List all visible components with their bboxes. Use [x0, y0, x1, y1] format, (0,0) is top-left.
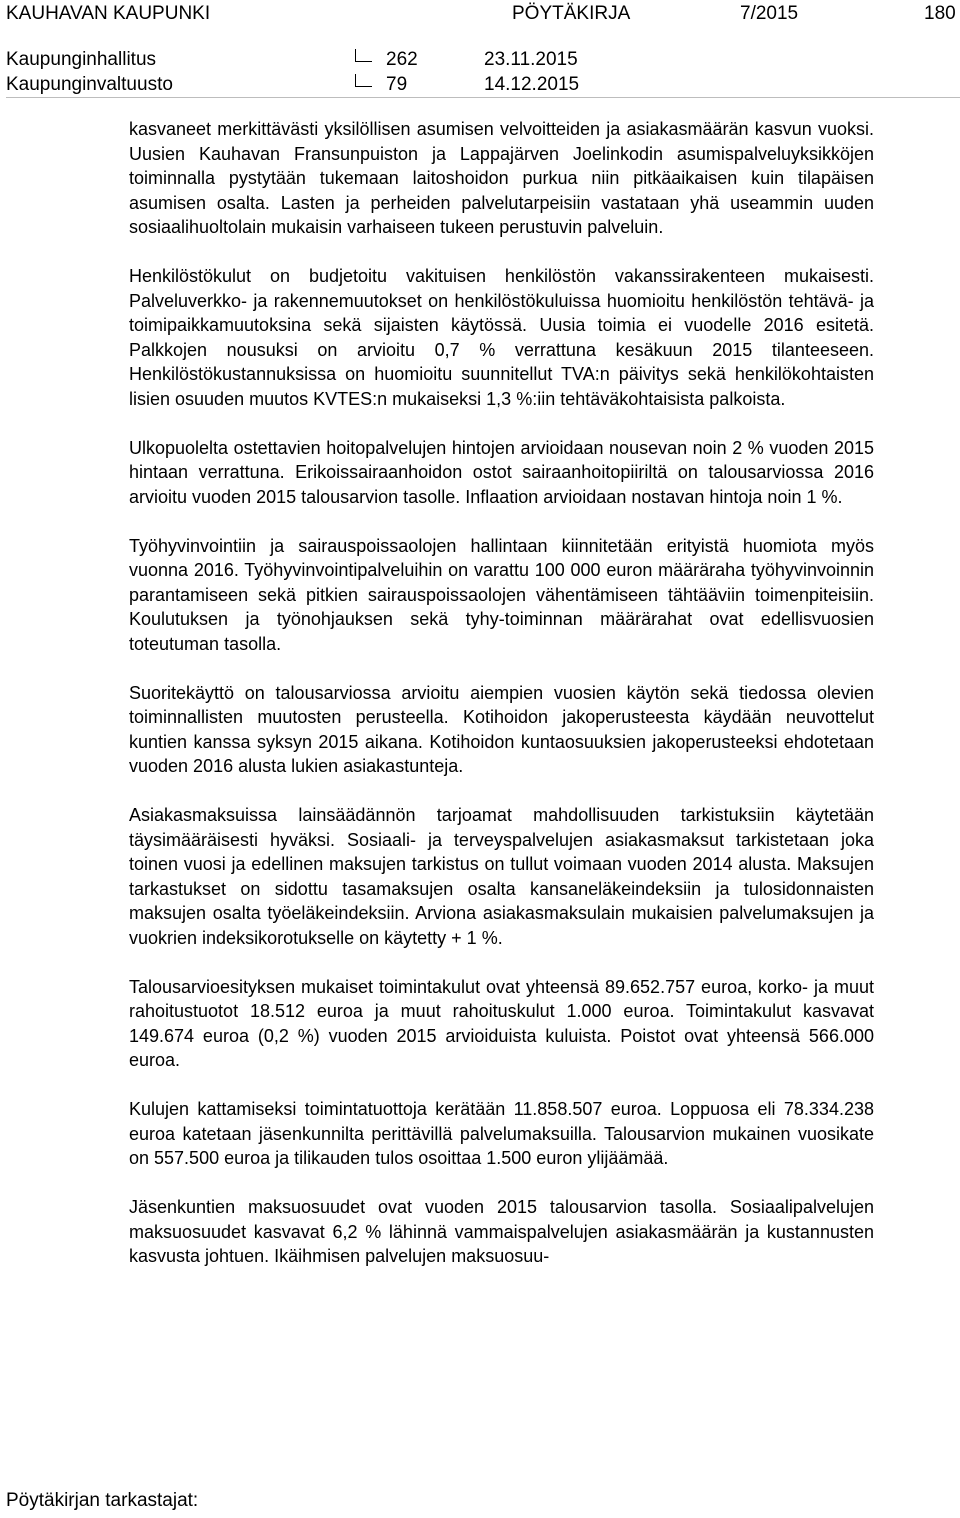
- document-type: PÖYTÄKIRJA: [512, 3, 631, 24]
- paragraph: Kulujen kattamiseksi toimintatuottoja kerätään 11.858.507 euroa. Loppuosa eli 78.334.238 euroa katetaan jäsenkunnilta perittävillä palvelumaksuilla. Talousarvion mukainen vuosikate on 557.500 euroa ja tilikauden tulos osoittaa 1.500 euron ylijäämää.: [129, 1099, 874, 1168]
- meeting-body: Kaupunginvaltuusto: [6, 74, 173, 95]
- paragraph: Henkilöstökulut on budjetoitu vakituisen henkilöstön vakanssirakenteen mukaisesti. Palveluverkko- ja rakennemuutokset on henkilöstökuluissa huomioitu henkilöstön tehtävä- ja toimipaikkamuutoksina sekä sijaisten käytössä. Uusia toimia ei vuodelle 2016 esitetä. Palkkojen nousuksi on arvioitu 0,7 % verrattuna kesäkuun 2015 tilanteeseen. Henkilöstökustannuksissa on huomioitu suunnitellut TVA:n päivitys sekä henkilökohtaisten lisien osuuden muutos KVTES:n mukaiseksi 1,3 %:iin tehtäväkohtaisista palkoista.: [129, 266, 874, 409]
- section-mark-icon: [355, 49, 372, 62]
- document-number: 7/2015: [740, 3, 799, 24]
- paragraph: kasvaneet merkittävästi yksilöllisen asumisen velvoitteiden ja asiakasmäärän kasvun vuoksi. Uusien Kauhavan Fransunpuiston ja Lappajärven Joelinkodin asumispalveluyksikköjen toiminnalla pystytään tukemaan laitoshoidon purkua niin pitkäaikaisen kuin tilapäisen asumisen osalta. Lasten ja perheiden palvelutarpeisiin vastataan yhä useammin uuden sosiaalihuoltolain mukaisin varhaiseen tukeen perustuvin palveluin.: [129, 119, 874, 237]
- reviewers-label: Pöytäkirjan tarkastajat:: [6, 1490, 199, 1511]
- document-header: [6, 3, 956, 27]
- meeting-date: 23.11.2015: [484, 49, 578, 70]
- header-divider: [6, 97, 960, 98]
- meeting-row: [6, 74, 956, 98]
- page-number: 180: [924, 3, 956, 24]
- meeting-row: [6, 49, 956, 73]
- paragraph: Ulkopuolelta ostettavien hoitopalvelujen hintojen arvioidaan nousevan noin 2 % vuoden 2015 hintaan verrattuna. Erikoissairaanhoidon ostot sairaanhoitopiiriltä on talousarviossa 2016 arvioitu vuoden 2015 talousarvion tasolle. Inflaation arvioidaan nostavan hintoja noin 1 %.: [129, 437, 874, 507]
- meeting-body: Kaupunginhallitus: [6, 49, 157, 70]
- paragraph: Työhyvinvointiin ja sairauspoissaolojen hallintaan kiinnitetään erityistä huomiota myös vuonna 2016. Työhyvinvointipalveluihin on varattu 100 000 euron määräraha työhyvinvoinnin parantamiseen sekä pitkien sairauspoissaolojen vähentämiseen tähtääviin toimenpiteisiin. Koulutuksen ja työnohjauksen sekä tyhy-toiminnan määrärahat ovat edellisvuosien toteutuman tasolla.: [129, 535, 874, 654]
- document-body: [129, 117, 874, 1293]
- meeting-date: 14.12.2015: [484, 74, 580, 95]
- paragraph: Jäsenkuntien maksuosuudet ovat vuoden 2015 talousarvion tasolla. Sosiaalipalvelujen maksuosuudet kasvavat 6,2 % lähinnä vammaispalvelujen asiakasmäärän ja kustannusten kasvusta johtuen. Ikäihmisen palvelujen maksuosuu-: [129, 1197, 874, 1266]
- paragraph: Talousarvioesityksen mukaiset toimintakulut ovat yhteensä 89.652.757 euroa, korko- ja muut rahoitustuotot 18.512 euroa ja muut rahoituskulut 1.000 euroa. Toimintakulut kasvavat 149.674 euroa (0,2 %) vuoden 2015 arvioiduista kuluista. Poistot ovat yhteensä 566.000 euroa.: [129, 976, 874, 1070]
- organization-name: KAUHAVAN KAUPUNKI: [6, 3, 211, 24]
- meeting-section: 79: [386, 74, 408, 95]
- meeting-section: 262: [386, 49, 418, 70]
- paragraph: Asiakasmaksuissa lainsäädännön tarjoamat mahdollisuuden tarkistuksiin käytetään täysimääräisesti hyväksi. Sosiaali- ja terveyspalvelujen asiakasmaksut tarkistetaan joka toinen vuosi ja edellinen maksujen tarkistus on tullut voimaan vuoden 2014 alusta. Maksujen tarkastukset on sidottu tasamaksujen osalta kansaneläkeindeksiin ja tulosidonnaisten maksujen osalta työeläkeindeksiin. Arviona asiakasmaksulain mukaisien palvelumaksujen ja vuokrien indeksikorotukselle on käytetty + 1 %.: [129, 805, 874, 948]
- section-mark-icon: [355, 74, 372, 87]
- paragraph: Suoritekäyttö on talousarviossa arvioitu aiempien vuosien käytön sekä tiedossa olevien toiminnallisten muutosten perusteella. Kotihoidon jakoperusteesta käydään neuvottelut kuntien kanssa syksyn 2015 aikana. Kotihoidon kuntaosuuksien jakoperusteeksi ehdotetaan vuoden 2016 alusta lukien asiakastunteja.: [129, 682, 874, 776]
